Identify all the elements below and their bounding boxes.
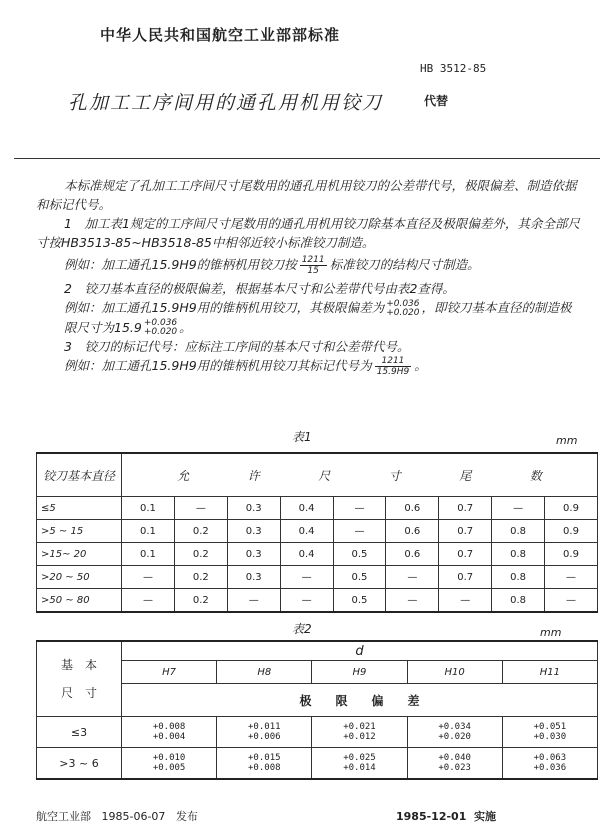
span-header-char: 尾	[459, 468, 472, 483]
upper-deviation: +0.021	[343, 722, 376, 732]
upper-deviation: +0.015	[248, 753, 281, 763]
span-header-char: 尺	[318, 468, 331, 483]
item-2-example-mid: ，即铰刀基本直径的制造极限尺寸为15.9	[64, 300, 572, 335]
item-1-example	[36, 255, 581, 276]
table-cell: 0.4	[280, 520, 333, 543]
intro-paragraph: 本标准规定了孔加工工序间尺寸尾数用的通孔用机用铰刀的公差带代号，极限偏差、制造依据和标记代号。	[36, 178, 577, 212]
deviation-cell	[502, 717, 597, 748]
row-label: >15~ 20	[37, 543, 122, 566]
table-cell: 0.8	[492, 520, 545, 543]
item-2: 2 铰刀基本直径的极限偏差，根据基本尺寸和公差带代号由表2查得。	[64, 281, 455, 296]
lower-deviation: +0.008	[248, 763, 281, 773]
table-2-d-row	[37, 641, 598, 661]
table-row	[37, 543, 598, 566]
table-cell: 0.7	[439, 543, 492, 566]
table-2	[36, 640, 598, 780]
table-cell: —	[174, 497, 227, 520]
grade-cell: H10	[407, 661, 502, 684]
item-2-example-text: 例如：加工通孔15.9H9用的锥柄机用铰刀，其极限偏差为	[64, 300, 385, 315]
upper-deviation: +0.034	[438, 722, 471, 732]
issue-label: 发布	[175, 810, 198, 823]
deviation-cell	[217, 717, 312, 748]
grade-cell: H9	[312, 661, 407, 684]
row-header-line-1: 基 本	[60, 658, 97, 672]
table-cell: 0.3	[227, 497, 280, 520]
table-cell: 0.9	[545, 520, 598, 543]
tolerance-lower: +0.020	[386, 307, 420, 318]
table-cell: —	[439, 589, 492, 613]
implementation-date: 1985-12-01	[396, 810, 467, 823]
table-cell: 0.3	[227, 520, 280, 543]
table-2-row-header	[37, 641, 122, 717]
table-cell: 0.3	[227, 543, 280, 566]
table-cell: —	[333, 520, 386, 543]
table-cell: —	[386, 566, 439, 589]
table-cell: —	[492, 497, 545, 520]
table-row	[37, 520, 598, 543]
issuer: 航空工业部	[36, 810, 91, 823]
table-cell: 0.8	[492, 566, 545, 589]
lower-deviation: +0.030	[533, 732, 567, 742]
table-cell: 0.1	[122, 497, 175, 520]
table-cell: 0.1	[122, 520, 175, 543]
lower-deviation: +0.014	[343, 763, 376, 773]
row-label: ≤3	[37, 717, 122, 748]
standard-number: HB 3512-85	[420, 62, 487, 75]
table-cell: 0.9	[545, 497, 598, 520]
row-header-line-2: 尺 寸	[60, 686, 97, 700]
table-2-caption: 表2	[292, 622, 312, 636]
item-2-end: 。	[179, 319, 192, 335]
table-cell: 0.8	[492, 589, 545, 613]
table-1-span-header	[122, 453, 598, 497]
deviation-cell	[407, 748, 502, 780]
table-cell: 0.5	[333, 543, 386, 566]
table-cell: —	[386, 589, 439, 613]
table-cell: 0.2	[174, 543, 227, 566]
body-text	[36, 176, 581, 377]
upper-deviation: +0.008	[152, 722, 186, 732]
table-2-grade-row	[37, 661, 598, 684]
tolerance-upper: +0.036	[386, 298, 420, 309]
tolerance-1	[386, 300, 419, 318]
table-1-caption: 表1	[292, 430, 312, 444]
lower-deviation: +0.036	[533, 763, 567, 773]
item-1-example-tail: 标准铰刀的结构尺寸制造。	[329, 257, 480, 272]
lower-deviation: +0.005	[152, 763, 186, 773]
table-cell: —	[333, 497, 386, 520]
lower-deviation: +0.006	[248, 732, 281, 742]
table-cell: —	[280, 589, 333, 613]
deviation-header: 极 限 偏 差	[122, 684, 598, 717]
table-2-unit: mm	[540, 626, 562, 639]
row-label: >50 ~ 80	[37, 589, 122, 613]
item-3: 3 铰刀的标记代号：应标注工序间的基本尺寸和公差带代号。	[64, 339, 410, 354]
deviation-cell	[312, 717, 407, 748]
table-cell: 0.2	[174, 520, 227, 543]
table-cell: —	[545, 589, 598, 613]
item-3-end: 。	[414, 358, 427, 373]
fraction-denominator: 15.9H9	[376, 367, 410, 377]
implementation-info	[396, 808, 496, 824]
fraction-numerator: 1211	[375, 356, 412, 367]
issue-date: 1985-06-07	[101, 810, 166, 823]
lower-deviation: +0.004	[152, 732, 186, 742]
table-1-unit: mm	[556, 434, 578, 447]
span-header-char: 允	[177, 468, 190, 483]
row-label: ≤5	[37, 497, 122, 520]
table-cell: —	[280, 566, 333, 589]
table-cell: 0.7	[439, 497, 492, 520]
document-title: 孔加工工序间用的通孔用机用铰刀	[68, 92, 384, 114]
table-cell: 0.9	[545, 543, 598, 566]
item-1-example-text: 例如：加工通孔15.9H9的锥柄机用铰刀按	[64, 257, 297, 272]
item-3-example-text: 例如：加工通孔15.9H9用的锥柄机用铰刀其标记代号为	[64, 358, 372, 373]
table-row	[37, 497, 598, 520]
grade-cell: H7	[122, 661, 217, 684]
item-1: 1 加工表1规定的工序间尺寸尾数用的通孔用机用铰刀除基本直径及极限偏差外，其余全部尺寸按HB3513-85~HB3518-85中相邻近较小标准铰刀制造。	[36, 216, 580, 250]
fraction-numerator: 1211	[301, 255, 325, 265]
upper-deviation: +0.051	[533, 722, 567, 732]
deviation-cell	[502, 748, 597, 780]
table-cell: 0.4	[280, 543, 333, 566]
tolerance-2	[144, 319, 177, 337]
span-header-char: 许	[247, 468, 260, 483]
item-2-example	[36, 298, 581, 337]
issue-info	[36, 808, 198, 824]
table-row	[37, 566, 598, 589]
span-header-char: 寸	[388, 468, 401, 483]
table-cell: 0.6	[386, 497, 439, 520]
item-3-fraction	[375, 356, 412, 377]
grade-cell: H8	[217, 661, 312, 684]
table-cell: 0.3	[227, 566, 280, 589]
deviation-cell	[122, 748, 217, 780]
table-cell: —	[122, 589, 175, 613]
deviation-cell	[407, 717, 502, 748]
tolerance-lower: +0.020	[143, 327, 178, 337]
lower-deviation: +0.012	[343, 732, 376, 742]
fraction-denominator: 15	[307, 266, 319, 276]
row-label: >3 ~ 6	[37, 748, 122, 780]
table-row	[37, 589, 598, 613]
table-cell: 0.5	[333, 566, 386, 589]
table-cell: 0.8	[492, 543, 545, 566]
deviation-cell	[217, 748, 312, 780]
table-1-col0-header: 铰刀基本直径	[37, 453, 122, 497]
header-rule	[14, 158, 600, 159]
table-cell: 0.2	[174, 566, 227, 589]
table-cell: 0.7	[439, 566, 492, 589]
table-cell: 0.1	[122, 543, 175, 566]
replaces-label: 代替	[424, 94, 449, 108]
lower-deviation: +0.023	[438, 763, 471, 773]
table-cell: —	[227, 589, 280, 613]
item-1-fraction	[300, 255, 327, 276]
implementation-label: 实施	[474, 810, 497, 823]
grade-cell: H11	[502, 661, 597, 684]
table-cell: 0.2	[174, 589, 227, 613]
table-cell: —	[122, 566, 175, 589]
upper-deviation: +0.025	[343, 753, 376, 763]
row-label: >5 ~ 15	[37, 520, 122, 543]
table-cell: 0.4	[280, 497, 333, 520]
upper-deviation: +0.063	[533, 753, 567, 763]
table-2-dev-row	[37, 684, 598, 717]
deviation-cell	[312, 748, 407, 780]
upper-deviation: +0.040	[438, 753, 471, 763]
table-1	[36, 452, 598, 613]
table-cell: 0.7	[439, 520, 492, 543]
table-cell: —	[545, 566, 598, 589]
item-3-example	[36, 356, 581, 377]
lower-deviation: +0.020	[438, 732, 471, 742]
upper-deviation: +0.011	[248, 722, 281, 732]
d-header: d	[122, 641, 598, 661]
upper-deviation: +0.010	[152, 753, 186, 763]
table-row	[37, 717, 598, 748]
table-cell: 0.6	[386, 543, 439, 566]
organization-header: 中华人民共和国航空工业部部标准	[100, 26, 341, 44]
table-row	[37, 748, 598, 780]
span-header-char: 数	[529, 468, 542, 483]
table-cell: 0.5	[333, 589, 386, 613]
deviation-cell	[122, 717, 217, 748]
table-1-header-row	[37, 453, 598, 497]
table-cell: 0.6	[386, 520, 439, 543]
row-label: >20 ~ 50	[37, 566, 122, 589]
tolerance-upper: +0.036	[143, 318, 178, 328]
